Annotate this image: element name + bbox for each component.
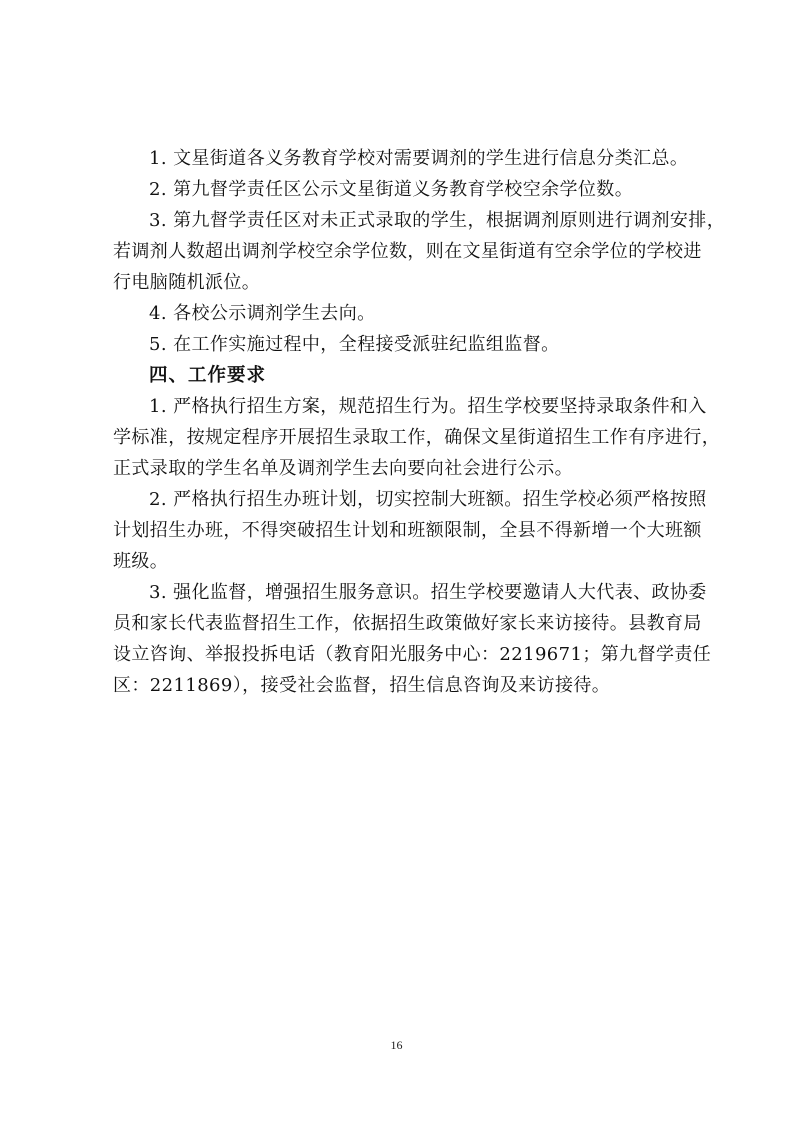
paragraph-line: 班级。 — [113, 551, 169, 572]
paragraph-line: 2. 第九督学责任区公示文星街道义务教育学校空余学位数。 — [149, 179, 634, 200]
paragraph-line: 学标准，按规定程序开展招生录取工作，确保文星街道招生工作有序进行， — [113, 427, 721, 448]
paragraph-line: 正式录取的学生名单及调剂学生去向要向社会进行公示。 — [113, 458, 573, 479]
paragraph-line: 3. 强化监督，增强招生服务意识。招生学校要邀请人大代表、政协委 — [149, 582, 707, 603]
section-heading: 四、工作要求 — [149, 365, 267, 386]
paragraph-line: 计划招生办班，不得突破招生计划和班额限制，全县不得新增一个大班额 — [113, 520, 702, 541]
paragraph-line: 区：2211869），接受社会监督，招生信息咨询及来访接待。 — [113, 675, 611, 696]
paragraph-line: 设立咨询、举报投拆电话（教育阳光服务中心：2219671；第九督学责任 — [113, 644, 712, 665]
page-number: 16 — [390, 1038, 403, 1052]
paragraph-line: 3. 第九督学责任区对未正式录取的学生，根据调剂原则进行调剂安排， — [149, 210, 726, 231]
paragraph-line: 1. 文星街道各义务教育学校对需要调剂的学生进行信息分类汇总。 — [149, 148, 689, 169]
paragraph-line: 若调剂人数超出调剂学校空余学位数，则在文星街道有空余学位的学校进 — [113, 241, 702, 262]
paragraph-line: 2. 严格执行招生办班计划，切实控制大班额。招生学校必须严格按照 — [149, 489, 707, 510]
paragraph-line: 4. 各校公示调剂学生去向。 — [149, 303, 376, 324]
document-body — [113, 143, 726, 701]
paragraph-line: 行电脑随机派位。 — [113, 272, 261, 293]
paragraph-line: 员和家长代表监督招生工作，依据招生政策做好家长来访接待。县教育局 — [113, 613, 702, 634]
paragraph-line: 1. 严格执行招生方案，规范招生行为。招生学校要坚持录取条件和入 — [149, 396, 707, 417]
paragraph-line: 5. 在工作实施过程中，全程接受派驻纪监组监督。 — [149, 334, 560, 355]
